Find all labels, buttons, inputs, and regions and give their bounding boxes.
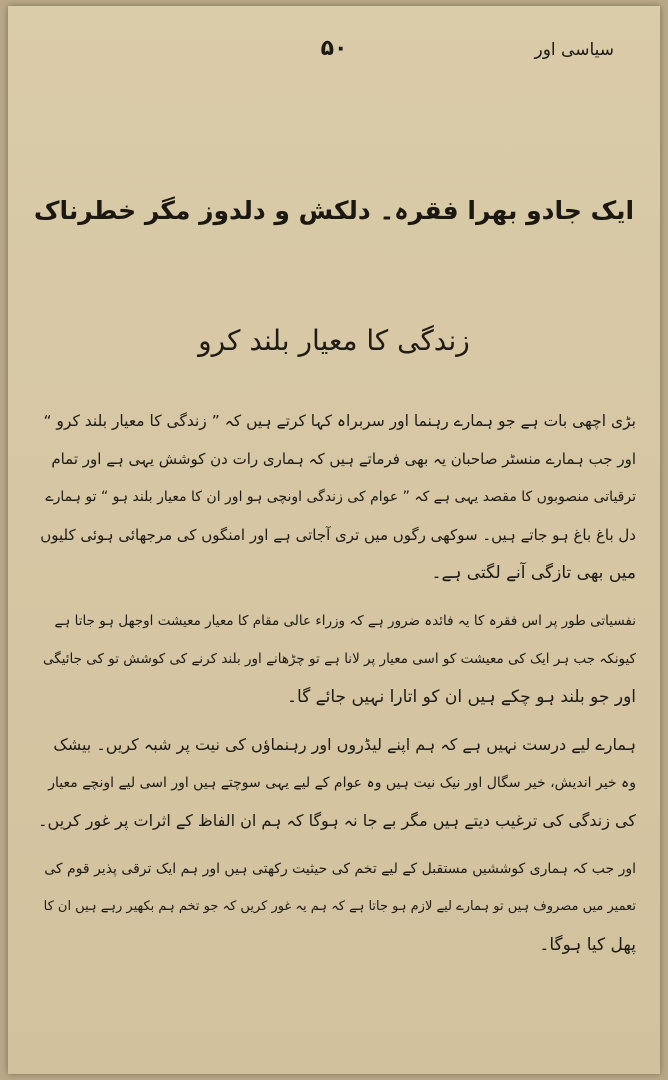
text-line: کی زندگی کی ترغیب دیتے ہیں مگر بے جا نہ ہوگا کہ ہم ان الفاظ کے اثرات پر غور کریں۔ — [38, 811, 636, 830]
running-title: سیاسی اور — [534, 40, 614, 60]
text-line: ہمارے لیے درست نہیں ہے کہ ہم اپنے لیڈروں اور رہنماؤں کی نیت پر شبہ کریں۔ بیشک — [53, 735, 636, 754]
text-line: اور جو بلند ہو چکے ہیں ان کو اتارا نہیں جائے گا۔ — [287, 687, 636, 707]
text-line: وہ خیر اندیش، خیر سگال اور نیک نیت ہیں وہ عوام کے لیے یہی سوچتے ہیں اور اسی لیے اونچے معیار — [48, 775, 636, 791]
text-line: کیونکہ جب ہر ایک کی معیشت کو اسی معیار پر لانا ہے تو چڑھانے اور بلند کرنے کی کوشش تو کی جائیگی — [43, 651, 636, 667]
text-line: بڑی اچھی بات ہے جو ہمارے رہنما اور سربراہ کہا کرتے ہیں کہ ” زندگی کا معیار بلند کرو “ — [43, 412, 636, 430]
chapter-title: ایک جادو بھرا فقرہ۔ دلکش و دلدوز مگر خطرناک — [33, 196, 635, 225]
chapter-subtitle: زندگی کا معیار بلند کرو — [198, 324, 470, 357]
page-header — [48, 36, 620, 70]
paragraph — [38, 850, 636, 964]
text-line: تعمیر میں مصروف ہیں تو ہمارے لیے لازم ہو جاتا ہے کہ ہم یہ غور کریں کہ جو تخم ہم بکھیر رہے ہیں ان کا — [43, 899, 636, 914]
text-line: نفسیاتی طور پر اس فقرہ کا یہ فائدہ ضرور ہے کہ وزراء عالی مقام کا معیار معیشت اوجھل ہو جاتا ہے — [54, 613, 636, 629]
text-line: ترقیاتی منصوبوں کا مقصد یہی ہے کہ ” عوام کی زندگی اونچی ہو اور ان کا معیار بلند ہو “ تو ہمارے — [45, 489, 636, 505]
text-line: پھل کیا ہوگا۔ — [539, 935, 636, 955]
text-line: اور جب کہ ہماری کوششیں مستقبل کے لیے تخم کی حیثیت رکھتی ہیں اور ہم ایک ترقی پذیر قوم کی — [44, 861, 636, 877]
paragraph — [38, 402, 636, 592]
paragraph — [38, 726, 636, 840]
book-page — [8, 6, 660, 1074]
text-line: میں بھی تازگی آنے لگتی ہے۔ — [431, 563, 636, 583]
text-line: دل باغ باغ ہو جاتے ہیں۔ سوکھی رگوں میں تری آجاتی ہے اور امنگوں کی مرجھائی ہوئی کلیوں — [40, 526, 636, 544]
text-line: اور جب ہمارے منسٹر صاحبان یہ بھی فرماتے ہیں کہ ہماری رات دن کوشش یہی ہے اور تمام — [51, 450, 636, 468]
paragraph — [38, 602, 636, 716]
page-number: ۵۰ — [320, 36, 348, 61]
body-text — [38, 402, 636, 974]
